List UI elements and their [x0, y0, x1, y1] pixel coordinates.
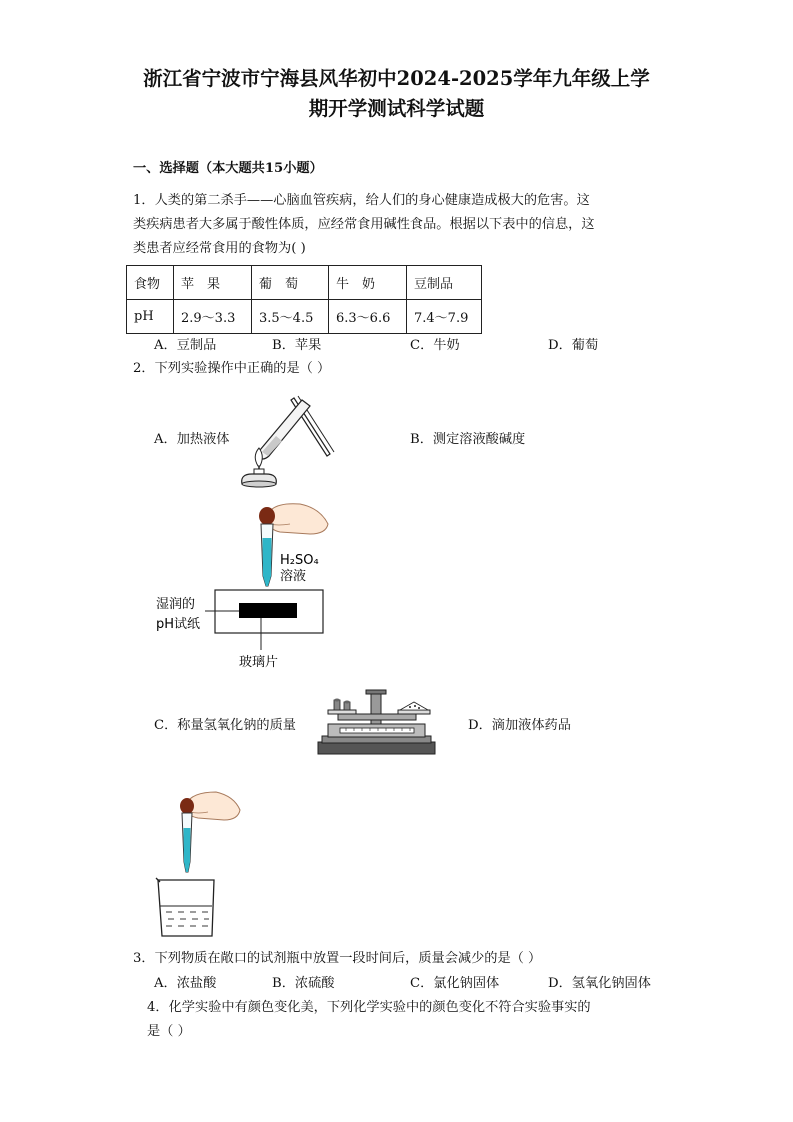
table-cell: 7.4～7.9: [407, 300, 482, 334]
dropper-bulb: [259, 507, 275, 525]
table-cell: 2.9～3.3: [174, 300, 252, 334]
q2-option-d: D．滴加液体药品: [468, 718, 571, 733]
ph-table-header-row: [127, 266, 482, 300]
q4-stem-line1: 4．化学实验中有颜色变化美，下列化学实验中的颜色变化不符合实验事实的: [147, 1000, 591, 1015]
ph-paper: [239, 603, 297, 618]
h2so4-label: H₂SO₄: [280, 553, 319, 568]
table-cell: pH: [127, 300, 174, 334]
ph-table: [126, 265, 482, 334]
q1-stem-line1: 1．人类的第二杀手——心脑血管疾病，给人们的身心健康造成极大的危害。这: [133, 193, 590, 208]
ph-table-value-row: [127, 300, 482, 334]
table-cell: 葡 萄: [252, 266, 329, 300]
table-cell: 苹 果: [174, 266, 252, 300]
document-title-line2: 期开学测试科学试题: [308, 97, 485, 120]
dropper-beaker-figure: [150, 786, 250, 946]
q1-option-a: A．豆制品: [154, 338, 217, 353]
solution-label: 溶液: [280, 569, 307, 584]
wet-paper-label-line1: 湿润的: [156, 597, 196, 612]
table-cell: 食物: [127, 266, 174, 300]
balance-scale-figure: [314, 686, 439, 758]
q1-option-d: D．葡萄: [548, 338, 599, 353]
q1-option-c: C．牛奶: [410, 338, 460, 353]
dropper-bulb: [180, 798, 194, 814]
q3-stem: 3．下列物质在敞口的试剂瓶中放置一段时间后，质量会减少的是（ ）: [133, 951, 542, 966]
table-cell: 6.3～6.6: [329, 300, 407, 334]
heating-liquid-figure: [232, 390, 342, 490]
q2-option-a: A．加热液体: [154, 432, 230, 447]
q3-option-a: A．浓盐酸: [154, 976, 217, 991]
glass-plate-label: 玻璃片: [239, 655, 279, 670]
q3-option-c: C．氯化钠固体: [410, 976, 500, 991]
table-cell: 豆制品: [407, 266, 482, 300]
table-cell: 牛 奶: [329, 266, 407, 300]
q1-stem-line3: 类患者应经常食用的食物为( ): [133, 241, 306, 256]
table-cell: 3.5～4.5: [252, 300, 329, 334]
q3-option-d: D．氢氧化钠固体: [548, 976, 651, 991]
q2-option-c: C．称量氢氧化钠的质量: [154, 718, 296, 733]
document-title-line1: 浙江省宁波市宁海县风华初中2024-2025学年九年级上学: [143, 67, 650, 90]
q2-stem: 2．下列实验操作中正确的是（ ）: [133, 361, 331, 376]
q1-option-b: B．苹果: [272, 338, 322, 353]
q2-option-b: B．测定溶液酸碱度: [410, 432, 526, 447]
section-heading: 一、选择题（本大题共15小题）: [133, 161, 323, 176]
q4-stem-line2: 是（ ）: [147, 1024, 191, 1039]
ph-test-figure: [150, 494, 350, 674]
q1-stem-line2: 类疾病患者大多属于酸性体质，应经常食用碱性食品。根据以下表中的信息，这: [133, 217, 595, 232]
wet-paper-label-line2: pH试纸: [156, 617, 201, 632]
q3-option-b: B．浓硫酸: [272, 976, 335, 991]
